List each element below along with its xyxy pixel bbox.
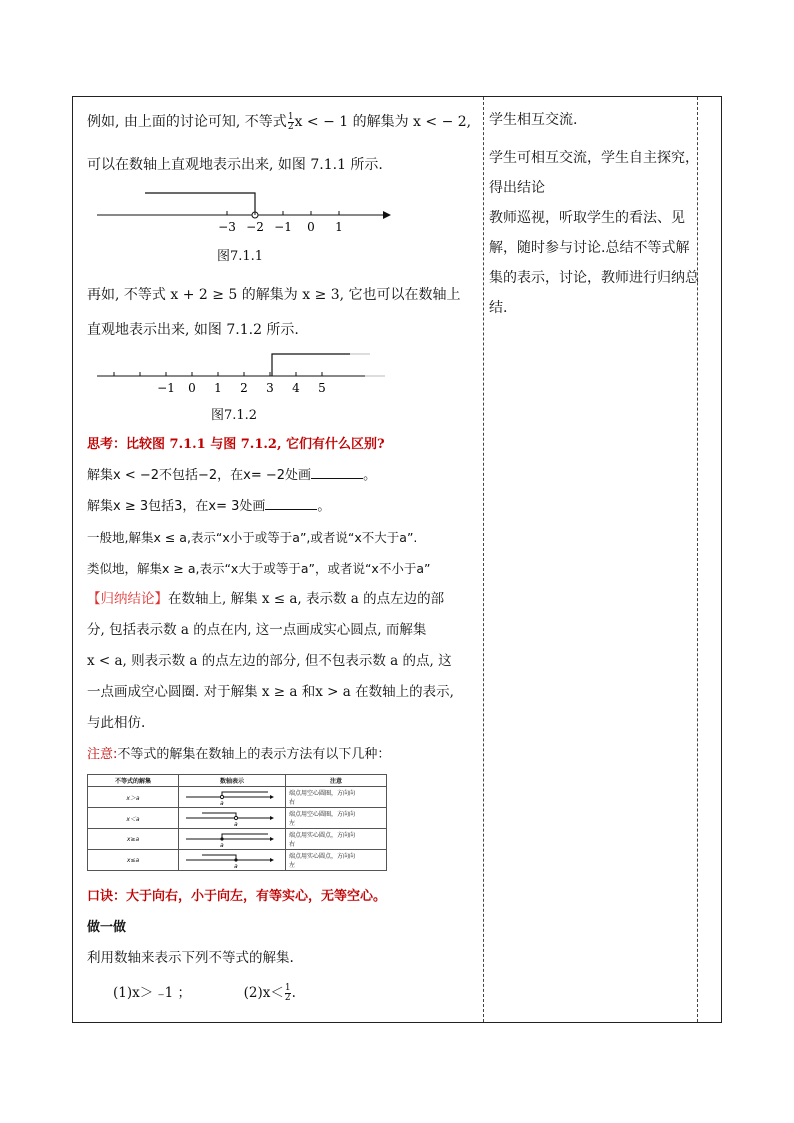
svg-text:a: a	[220, 842, 224, 848]
side-note: 学生相互交流.	[489, 112, 578, 128]
paragraph: 分, 包括表示数 a 的点在内, 这一点画成实心圆点, 而解集	[87, 622, 427, 638]
rhyme: 口诀：大于向右，小于向左，有等实心，无等空心。	[87, 889, 387, 904]
table-row: x≤a a 端点用实心圆点，方向向 左	[88, 850, 387, 871]
figure-caption: 图7.1.2	[211, 408, 258, 423]
paragraph: 一般地,解集x ≤ a,表示“x小于或等于a”,或者说“x不大于a”.	[87, 530, 418, 545]
paragraph: 注意:不等式的解集在数轴上的表示方法有以下几种：	[87, 747, 391, 762]
number-line-figure-1	[95, 181, 395, 243]
number-line-figure-2	[95, 350, 395, 402]
tick-label: 2	[240, 381, 248, 395]
fraction: $\frac{1}{2}$	[284, 983, 291, 1003]
practice-title: 做一做	[87, 920, 127, 935]
paragraph: 利用数轴来表示下列不等式的解集.	[87, 950, 294, 966]
tick-label: −3	[218, 220, 236, 234]
table-row: x＞a a 端点用空心圆圈，方向向 右	[88, 787, 387, 808]
exercise-1: (1)x＞ ₋1 ；	[113, 985, 192, 1001]
tick-label: 4	[292, 381, 300, 395]
side-note: 学生可相互交流，学生自主探究，得出结论	[489, 150, 699, 196]
paragraph: 解集x ≥ 3包括3，在x= 3处画 。	[87, 499, 331, 514]
table-row: x＜a a 端点用空心圆圈，方向向 左	[88, 808, 387, 829]
notation-table	[87, 774, 387, 871]
paragraph: 例如, 由上面的讨论可知, 不等式 $\frac{1}{2}$ x < − 1 的解集为 x < − 2,	[87, 111, 472, 132]
paragraph: 【归纳结论】在数轴上, 解集 x ≤ a, 表示数 a 的点左边的部	[87, 591, 445, 607]
paragraph: 直观地表示出来, 如图 7.1.2 所示.	[87, 322, 299, 338]
exercise-2: (2)x＜ $\frac{1}{2}$ .	[243, 983, 296, 1003]
tick-label: −1	[157, 381, 175, 395]
table-row: x≥a a 端点用实心圆点，方向向 右	[88, 829, 387, 850]
paragraph: 与此相仿.	[87, 715, 146, 731]
figure-caption: 图7.1.1	[217, 249, 264, 264]
column-divider	[483, 97, 484, 1022]
tick-label: −2	[246, 220, 264, 234]
exercise-line	[87, 978, 477, 1009]
think-question: 思考：比较图 7.1.1 与图 7.1.2, 它们有什么区别?	[87, 437, 385, 452]
paragraph: x < a, 则表示数 a 的点左边的部分, 但不包表示数 a 的点, 这	[87, 653, 452, 669]
lesson-table	[72, 96, 722, 1023]
table-header: 数轴表示	[179, 775, 286, 787]
fill-blank[interactable]	[311, 466, 363, 479]
svg-text:a: a	[234, 863, 238, 869]
side-note: 教师巡视，听取学生的看法、见解，随时参与讨论.总结不等式解集的表示，讨论，教师进行归纳总结.	[489, 210, 699, 316]
tick-label: 0	[307, 220, 315, 234]
paragraph: 再如, 不等式 x + 2 ≥ 5 的解集为 x ≥ 3, 它也可以在数轴上	[87, 287, 461, 303]
fill-blank[interactable]	[265, 497, 317, 510]
tick-label: −1	[274, 220, 292, 234]
tick-label: 3	[266, 381, 274, 395]
svg-text:a: a	[220, 800, 224, 806]
table-header: 注意	[286, 775, 387, 787]
note-tag: 注意:	[87, 747, 118, 762]
main-column	[87, 105, 477, 1009]
table-header: 不等式的解集	[88, 775, 179, 787]
tick-label: 1	[214, 381, 222, 395]
svg-text:a: a	[234, 821, 238, 827]
conclusion-tag: 【归纳结论】	[87, 591, 168, 607]
side-column	[489, 105, 699, 323]
paragraph: 可以在数轴上直观地表示出来, 如图 7.1.1 所示.	[87, 157, 383, 173]
tick-label: 1	[335, 220, 343, 234]
fraction: $\frac{1}{2}$	[287, 111, 294, 132]
tick-label: 0	[188, 381, 196, 395]
paragraph: 类似地，解集x ≥ a,表示“x大于或等于a”，或者说“x不小于a”	[87, 561, 431, 576]
tick-label: 5	[318, 381, 326, 395]
paragraph: 一点画成空心圆圈. 对于解集 x ≥ a 和x > a 在数轴上的表示,	[87, 684, 454, 700]
paragraph: 解集x < −2不包括−2，在x= −2处画 。	[87, 468, 377, 483]
